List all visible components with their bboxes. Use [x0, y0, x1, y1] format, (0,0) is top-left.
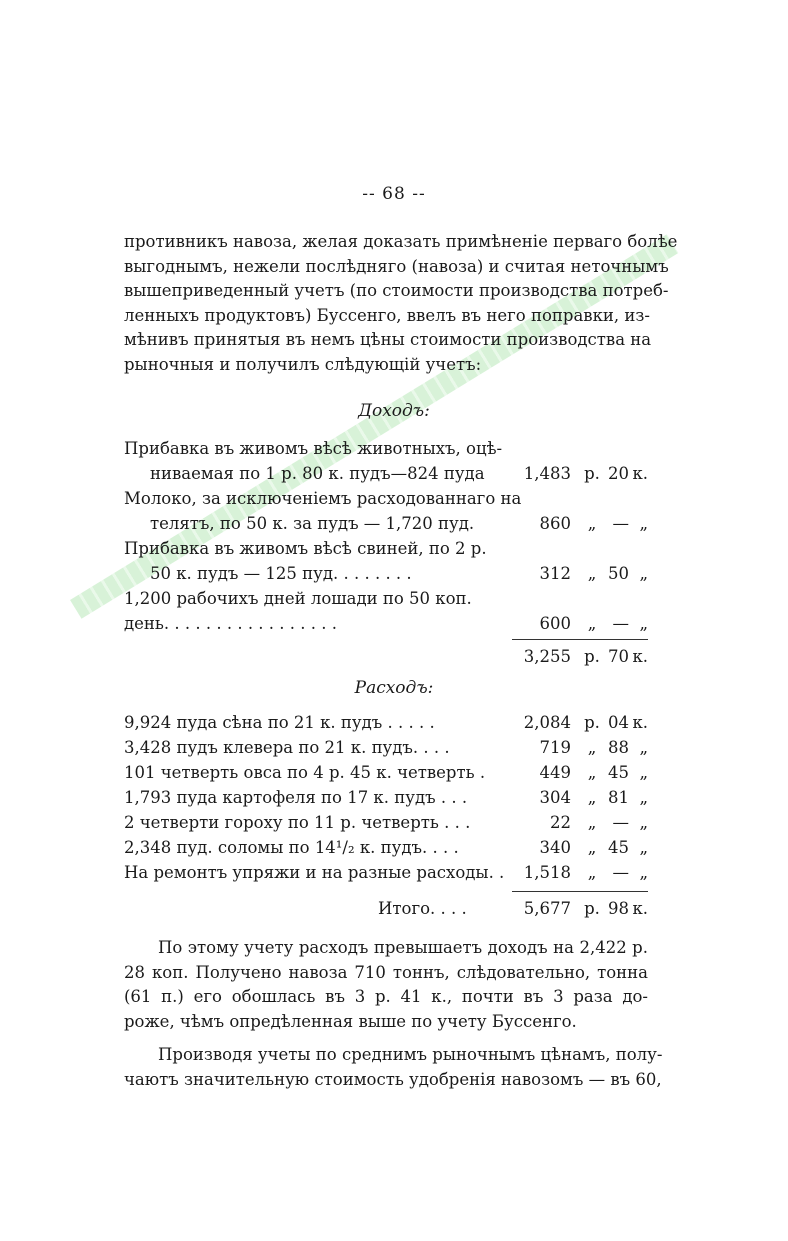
table-row — [124, 810, 648, 835]
table-row — [124, 735, 648, 760]
row-rubles: 2,084 — [523, 713, 571, 732]
row-desc: ниваемая по 1 р. 80 к. пудъ—824 пуда — [150, 464, 485, 483]
row-unit: „ — [587, 863, 597, 882]
row-rubles: 600 — [539, 614, 571, 633]
row-kopecks: — — [612, 614, 629, 633]
row-desc: 1,200 рабочихъ дней лошади по 50 коп. — [124, 589, 472, 608]
table-row — [124, 511, 648, 536]
expense-heading: Расходъ: — [354, 678, 434, 698]
row-desc: Прибавка въ живомъ вѣсѣ свиней, по 2 р. — [124, 539, 487, 558]
conclusion-line: роже, чѣмъ опредѣленная выше по учету Буссенго. — [124, 1011, 577, 1031]
table-row — [124, 835, 648, 860]
row-kopecks: 50 — [608, 564, 629, 583]
row-desc: 9,924 пуда сѣна по 21 к. пудъ . . . . . — [124, 713, 435, 732]
conclusion-line: (61 п.) его обошлась въ 3 р. 41 к., почти въ 3 раза до- — [124, 987, 648, 1006]
table-row — [124, 611, 648, 636]
row-unit: „ — [639, 564, 648, 583]
row-kopecks: 45 — [608, 838, 629, 857]
sum-rule — [512, 891, 648, 892]
total-kopecks: 98 — [608, 899, 629, 918]
total-kopecks: 70 — [608, 647, 629, 666]
table-row — [124, 461, 648, 486]
table-row — [124, 536, 648, 561]
row-desc: день. . . . . . . . . . . . . . . . . — [124, 614, 337, 633]
table-row — [124, 486, 648, 511]
table-row — [124, 436, 648, 461]
row-unit: „ — [639, 514, 648, 533]
row-rubles: 719 — [539, 738, 571, 757]
row-unit: „ — [639, 738, 648, 757]
row-rubles: 449 — [539, 763, 571, 782]
row-kopecks: — — [612, 863, 629, 882]
row-unit: „ — [639, 838, 648, 857]
row-desc: Молоко, за исключеніемъ расходованнаго на — [124, 489, 522, 508]
row-unit: „ — [639, 863, 648, 882]
table-row — [124, 710, 648, 735]
row-unit: „ — [587, 614, 597, 633]
conclusion-line: 28 коп. Получено навоза 710 тоннъ, слѣдовательно, тонна — [124, 962, 648, 982]
conclusion-line: По этому учету расходъ превышаетъ доходъ на 2,422 р. — [158, 938, 648, 957]
row-rubles: 340 — [539, 838, 571, 857]
final-line: чаютъ значительную стоимость удобренія навозомъ — въ 60, — [124, 1069, 662, 1089]
total-unit: к. — [632, 899, 648, 918]
income-table — [124, 436, 648, 636]
row-unit: „ — [587, 763, 597, 782]
row-unit: „ — [639, 614, 648, 633]
intro-line: вышеприведенный учетъ (по стоимости производства потреб- — [124, 281, 669, 300]
row-kopecks: 45 — [608, 763, 629, 782]
row-unit: „ — [587, 738, 597, 757]
row-unit: „ — [587, 838, 597, 857]
row-unit: „ — [587, 788, 597, 807]
row-desc: 101 четверть овса по 4 р. 45 к. четверть . — [124, 763, 486, 782]
row-kopecks: — — [612, 813, 629, 832]
total-row — [124, 896, 648, 921]
row-kopecks: 04 — [608, 713, 629, 732]
row-unit: „ — [587, 514, 597, 533]
row-desc: 2 четверти гороху по 11 р. четверть . . . — [124, 813, 471, 832]
row-rubles: 1,518 — [523, 863, 571, 882]
intro-line: мѣнивъ принятыя въ немъ цѣны стоимости производства на — [124, 330, 652, 349]
conclusion-paragraph — [124, 936, 648, 1034]
total-rubles: 3,255 — [523, 647, 571, 666]
total-rubles: 5,677 — [523, 899, 571, 918]
intro-line: выгоднымъ, нежели послѣдняго (навоза) и считая неточнымъ — [124, 256, 669, 276]
page-number: -- 68 -- — [362, 184, 426, 204]
row-desc: телятъ, по 50 к. за пудъ — 1,720 пуд. — [150, 514, 475, 533]
total-row — [124, 644, 648, 669]
row-unit: „ — [587, 813, 597, 832]
row-desc: 2,348 пуд. соломы по 14¹/₂ к. пудъ. . . . — [124, 838, 459, 857]
row-kopecks: 81 — [608, 788, 629, 807]
row-unit: р. — [584, 464, 600, 483]
income-total — [124, 644, 648, 669]
row-unit: к. — [632, 713, 648, 732]
expense-total — [124, 896, 648, 921]
intro-line: рыночныя и получилъ слѣдующій учетъ: — [124, 354, 482, 374]
table-row — [124, 561, 648, 586]
row-rubles: 304 — [539, 788, 571, 807]
row-desc: Прибавка въ живомъ вѣсѣ животныхъ, оцѣ- — [124, 439, 503, 458]
intro-line: противникъ навоза, желая доказать примѣненіе перваго болѣе — [124, 232, 678, 251]
row-rubles: 1,483 — [523, 464, 571, 483]
final-line: Производя учеты по среднимъ рыночнымъ цѣнамъ, полу- — [158, 1045, 663, 1064]
sum-rule — [512, 639, 648, 640]
intro-paragraph — [124, 230, 678, 377]
row-desc: 50 к. пудъ — 125 пуд. . . . . . . . — [150, 564, 412, 583]
expense-table — [124, 710, 648, 885]
final-paragraph — [124, 1043, 663, 1092]
row-unit: „ — [587, 564, 597, 583]
total-unit: р. — [584, 899, 600, 918]
row-unit: к. — [632, 464, 648, 483]
row-kopecks: — — [612, 514, 629, 533]
table-row — [124, 860, 648, 885]
row-rubles: 860 — [539, 514, 571, 533]
table-row — [124, 760, 648, 785]
row-unit: „ — [639, 763, 648, 782]
table-row — [124, 785, 648, 810]
intro-line: ленныхъ продуктовъ) Буссенго, ввелъ въ него поправки, из- — [124, 305, 650, 325]
row-rubles: 312 — [539, 564, 571, 583]
total-unit: р. — [584, 647, 600, 666]
total-unit: к. — [632, 647, 648, 666]
row-desc: 3,428 пудъ клевера по 21 к. пудъ. . . . — [124, 738, 450, 757]
row-unit: р. — [584, 713, 600, 732]
row-desc: 1,793 пуда картофеля по 17 к. пудъ . . . — [124, 788, 468, 807]
total-label: Итого. . . . — [378, 899, 467, 918]
row-unit: „ — [639, 813, 648, 832]
income-heading: Доходъ: — [358, 401, 430, 421]
row-kopecks: 20 — [608, 464, 629, 483]
table-row — [124, 586, 648, 611]
row-desc: На ремонтъ упряжи и на разные расходы. . — [124, 863, 505, 882]
row-kopecks: 88 — [608, 738, 629, 757]
row-rubles: 22 — [550, 813, 571, 832]
row-unit: „ — [639, 788, 648, 807]
